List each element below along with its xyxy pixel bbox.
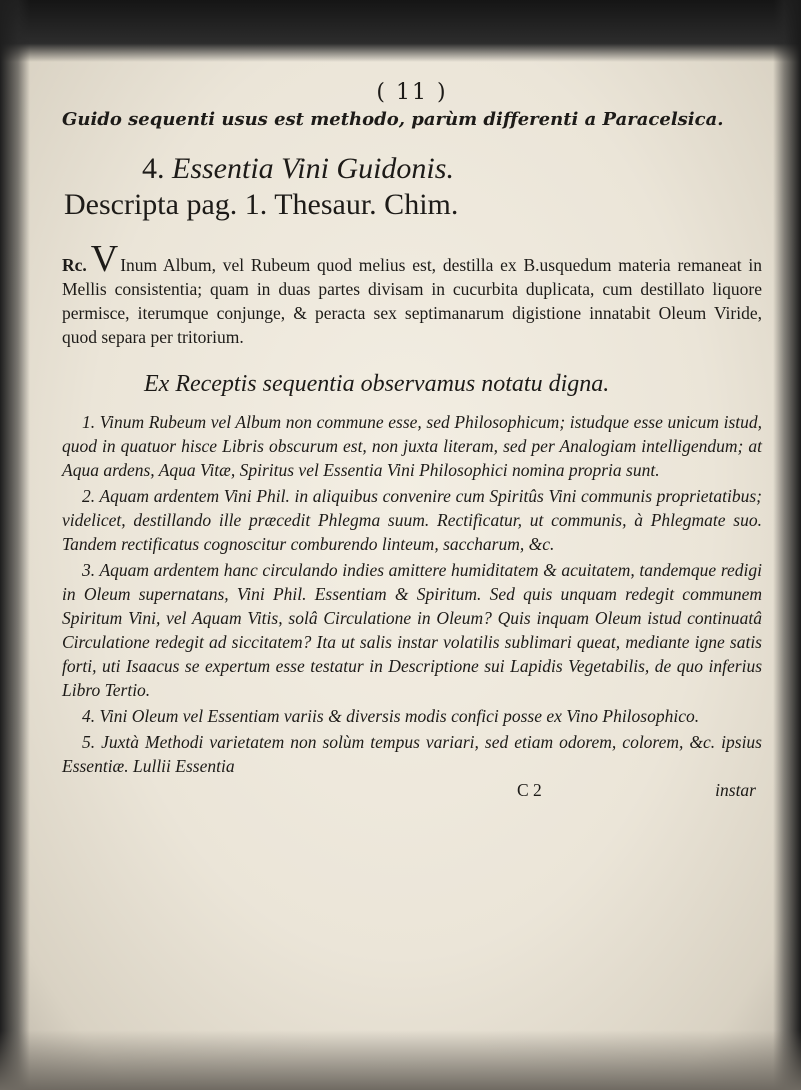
page-number: ( 11 ) — [376, 80, 448, 105]
signature-mark: C 2 — [517, 780, 542, 800]
catchword: instar — [715, 780, 756, 800]
scan-border-right — [773, 0, 801, 1090]
page-content — [62, 80, 762, 804]
recipe-text: Inum Album, vel Rubeum quod melius est, destilla ex B.usquedum materia remaneat in Mellis consistentia; quam in duas partes divisam in cucurbita duplicata, cum destillato liquore permisce, iterumque conjunge, & peracta sex septimanarum digistione innatabit Oleum Viride, quod separa per tritorium. — [62, 255, 762, 347]
observation-item-4: 4. Vini Oleum vel Essentiam variis & diversis modis confici posse ex Vino Philosophico. — [82, 706, 700, 726]
recipe-symbol: Rc. — [62, 255, 87, 275]
page-footer — [62, 780, 762, 804]
running-head: Guido sequenti usus est methodo, parùm differenti a Paracelsica. — [62, 109, 724, 130]
section-number: 4. — [142, 152, 165, 185]
drop-cap: V — [90, 238, 119, 280]
scan-shadow-bottom — [0, 1030, 801, 1090]
section-subtitle: Descripta pag. 1. Thesaur. Chim. — [64, 188, 459, 221]
section-name: Essentia Vini Guidonis. — [172, 152, 454, 185]
recipe-paragraph — [62, 238, 762, 349]
scan-border-top — [0, 0, 801, 62]
observations-heading: Ex Receptis sequentia observamus notatu digna. — [144, 371, 610, 397]
observation-item-3: 3. Aquam ardentem hanc circulando indies amittere humiditatem & acuitatem, tandemque redigi in Oleum supernatans, Vini Phil. Essentiam & Spiritum. Sed quis unquam redegit communem Spiritum Vini, vel Aquam Vitis, solâ Circulatione in Oleum? Quis inquam Oleum istud continuatâ Circulatione redegit ad siccitatem? Ita ut salis instar volatilis sublimari queat, mediante igne satis forti, uti Isaacus se expertum esse testatur in Descriptione sui Lapidis Vegetabilis, de quo inferius Libro Tertio. — [62, 560, 762, 700]
observation-item-5: 5. Juxtà Methodi varietatem non solùm tempus variari, sed etiam odorem, colorem, &c. ipsius Essentiæ. Lullii Essentia — [62, 732, 762, 776]
observation-item-1: 1. Vinum Rubeum vel Album non commune esse, sed Philosophicum; istudque esse unicum istud, quod in quatuor hisce Libris obscurum est, non juxta literam, sed per Analogiam intelligendum; at Aqua ardens, Aqua Vitæ, Spiritus vel Essentia Vini Philosophici nomina propria sunt. — [62, 412, 762, 480]
observation-item-2: 2. Aquam ardentem Vini Phil. in aliquibus convenire cum Spiritûs Vini communis proprietatibus; videlicet, destillando ille præcedit Phlegma suum. Rectificatur, ut communis, à Phlegmate suo. Tandem rectificatus cognoscitur comburendo linteum, saccharum, &c. — [62, 486, 762, 554]
section-title — [142, 152, 762, 186]
scan-border-left — [0, 0, 30, 1090]
